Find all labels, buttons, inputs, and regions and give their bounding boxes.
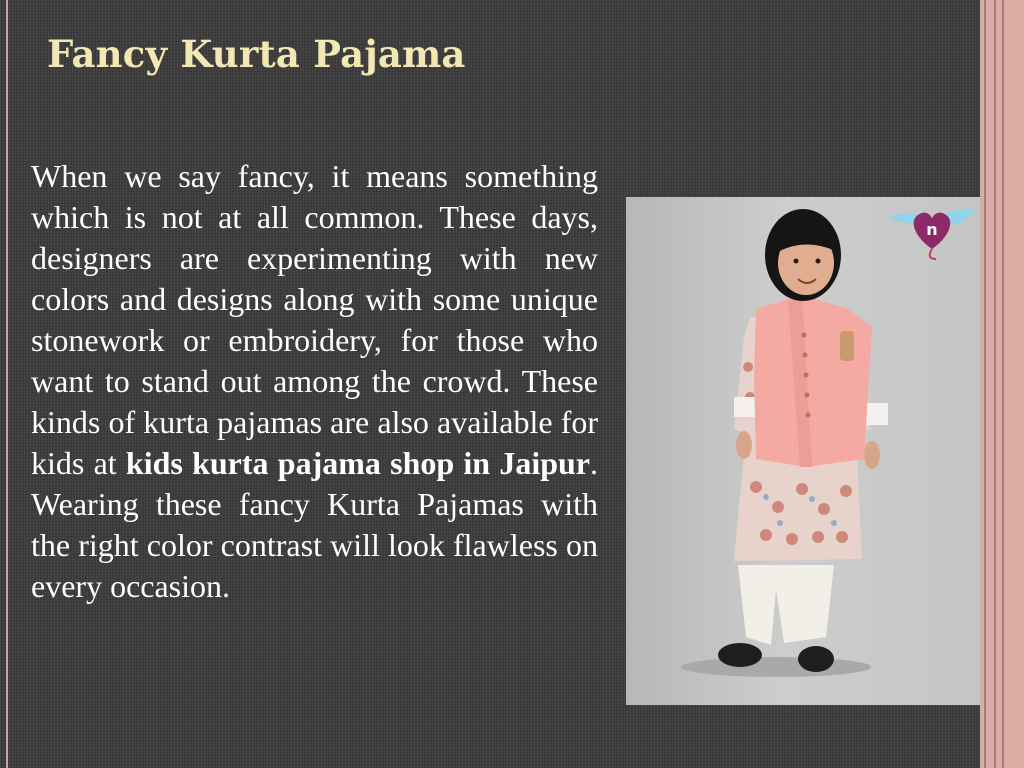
body-paragraph xyxy=(31,156,598,607)
floor-shadow xyxy=(681,657,871,677)
right-shoe xyxy=(798,646,834,672)
right-hand xyxy=(864,441,880,469)
logo-letter: n xyxy=(926,220,938,239)
product-photo xyxy=(626,197,980,705)
left-eye xyxy=(794,259,799,264)
shop-link-text[interactable]: kids kurta pajama shop in Jaipur xyxy=(125,445,590,481)
slide-title: Fancy Kurta Pajama xyxy=(47,32,466,76)
white-pajama xyxy=(738,565,834,645)
border-stripe xyxy=(984,0,986,768)
left-cuff xyxy=(734,397,756,417)
left-rule-line xyxy=(6,0,8,768)
kid-in-kurta-illustration xyxy=(626,197,980,705)
paragraph-text-2: . Wearing these fancy Kurta Pajamas with the right color contrast will look flawless on every occasion. xyxy=(31,445,598,604)
right-decorative-border xyxy=(980,0,1024,768)
brand-logo xyxy=(888,209,976,259)
border-stripe xyxy=(1002,0,1004,768)
right-eye xyxy=(816,259,821,264)
left-hand xyxy=(736,431,752,459)
pink-jacket xyxy=(754,295,872,467)
jacket-brooch xyxy=(840,331,854,361)
left-shoe xyxy=(718,643,762,667)
logo-tail xyxy=(930,249,936,259)
paragraph-text-1: When we say fancy, it means something which is not at all common. These days, designers are experimenting with new colors and designs along with some unique stonework or embroidery, for those who want to stand out among the crowd. These kinds of kurta pajamas are also available for kids at xyxy=(31,158,598,481)
border-stripe xyxy=(994,0,996,768)
